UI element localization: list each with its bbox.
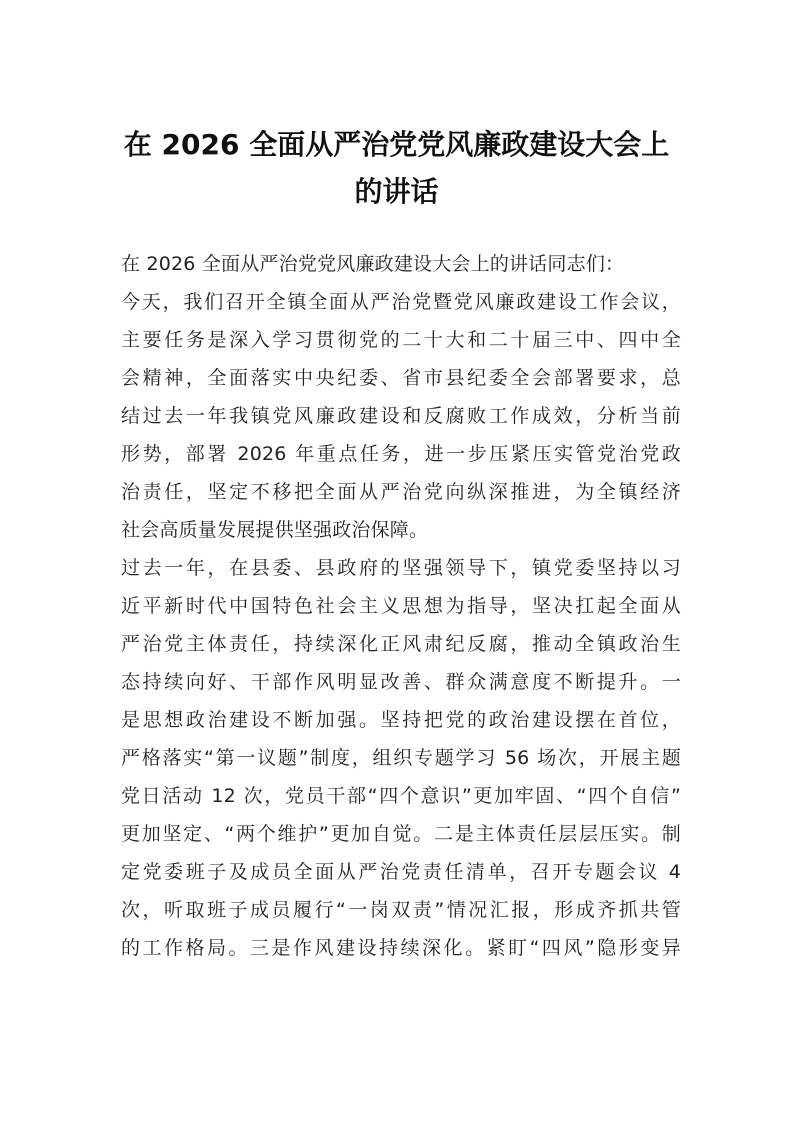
paragraph-line: 形势，部署 2026 年重点任务，进一步压紧压实管党治党政 bbox=[121, 443, 681, 465]
paragraph-line: 结过去一年我镇党风廉政建设和反腐败工作成效，分析当前 bbox=[121, 405, 681, 427]
paragraph-line: 次，听取班子成员履行“一岗双责”情况汇报，形成齐抓共管 bbox=[121, 899, 681, 921]
paragraph-line: 社会高质量发展提供坚强政治保障。 bbox=[121, 519, 429, 541]
paragraph-line: 在 2026 全面从严治党党风廉政建设大会上的讲话同志们： bbox=[121, 253, 625, 275]
paragraph-line: 更加坚定、“两个维护”更加自觉。二是主体责任层层压实。制 bbox=[121, 823, 681, 845]
paragraph-line: 党日活动 12 次，党员干部“四个意识”更加牢固、“四个自信” bbox=[121, 785, 681, 807]
paragraph-line: 严治党主体责任，持续深化正风肃纪反腐，推动全镇政治生 bbox=[121, 633, 681, 655]
document-title-line-1: 在 2026 全面从严治党党风廉政建设大会上 bbox=[123, 128, 670, 161]
paragraph-line: 严格落实“第一议题”制度，组织专题学习 56 场次，开展主题 bbox=[121, 747, 681, 769]
paragraph-line: 是思想政治建设不断加强。坚持把党的政治建设摆在首位， bbox=[121, 709, 681, 731]
paragraph-line: 过去一年，在县委、县政府的坚强领导下，镇党委坚持以习 bbox=[121, 557, 681, 579]
paragraph-line: 近平新时代中国特色社会主义思想为指导，坚决扛起全面从 bbox=[121, 595, 681, 617]
paragraph-line: 治责任，坚定不移把全面从严治党向纵深推进，为全镇经济 bbox=[121, 481, 681, 503]
paragraph-line: 会精神，全面落实中央纪委、省市县纪委全会部署要求，总 bbox=[121, 367, 681, 389]
paragraph-line: 的工作格局。三是作风建设持续深化。紧盯“四风”隐形变异 bbox=[121, 937, 681, 959]
document-title-line-2: 的讲话 bbox=[354, 175, 439, 208]
paragraph-line: 定党委班子及成员全面从严治党责任清单，召开专题会议 4 bbox=[121, 861, 681, 883]
paragraph-line: 主要任务是深入学习贯彻党的二十大和二十届三中、四中全 bbox=[121, 329, 681, 351]
paragraph-line: 态持续向好、干部作风明显改善、群众满意度不断提升。一 bbox=[121, 671, 681, 693]
paragraph-line: 今天，我们召开全镇全面从严治党暨党风廉政建设工作会议， bbox=[121, 291, 681, 313]
